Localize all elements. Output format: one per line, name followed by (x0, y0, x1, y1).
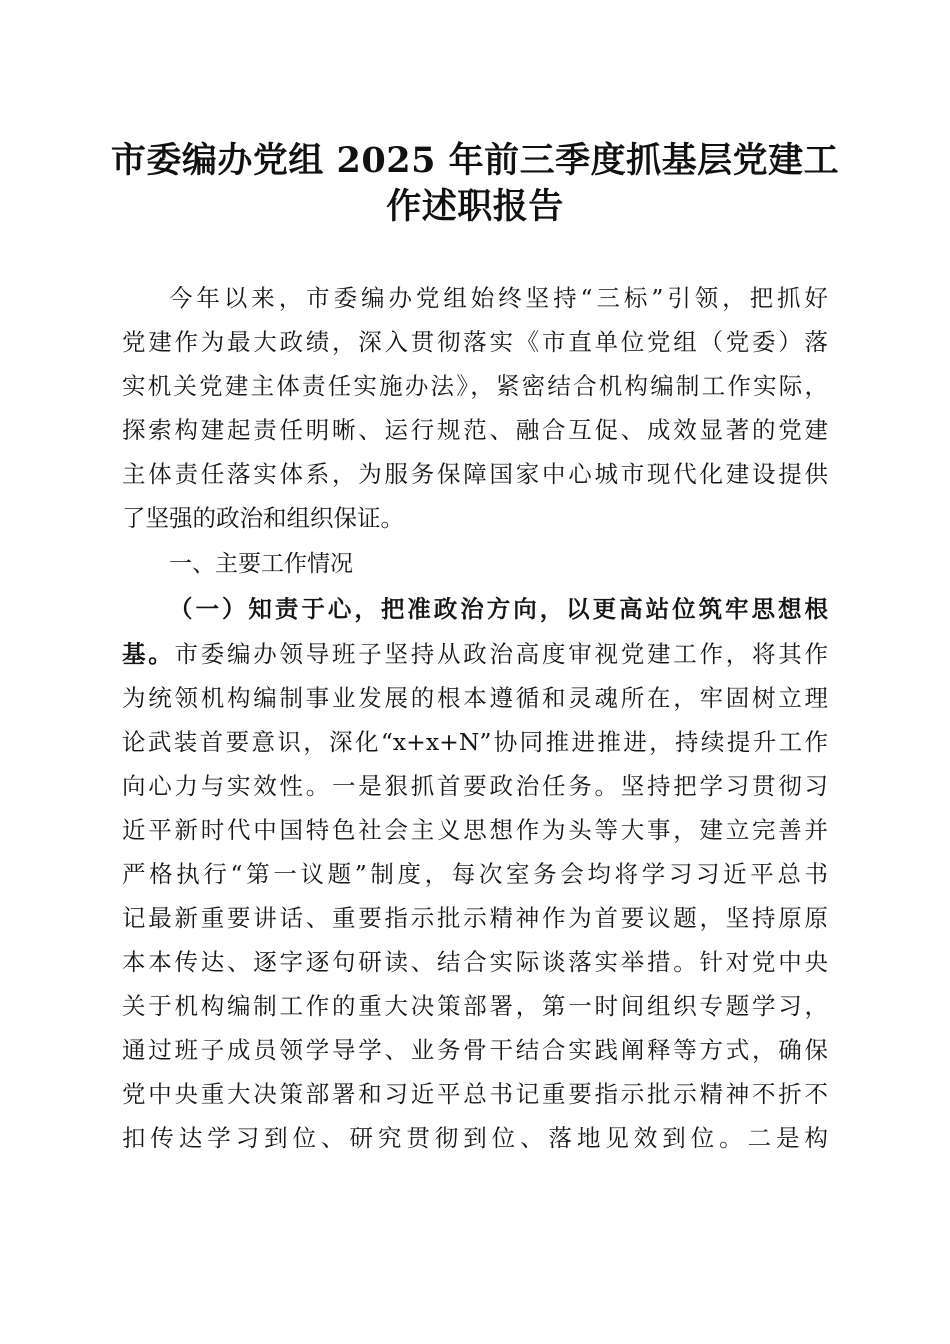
intro-paragraph-line: 了坚强的政治和组织保证。 (122, 504, 404, 532)
body-paragraph-line: 扣传达学习到位、研究贯彻到位、落地见效到位。二是构 (122, 1124, 828, 1152)
intro-paragraph-line: 实机关党建主体责任实施办法》，紧密结合机构编制工作实际， (122, 372, 828, 400)
intro-paragraph-line: 今年以来，市委编办党组始终坚持“三标”引领，把抓好 (169, 284, 828, 312)
body-paragraph-line: 通过班子成员领学导学、业务骨干结合实践阐释等方式，确保 (122, 1036, 828, 1064)
intro-paragraph-line: 探索构建起责任明晰、运行规范、融合互促、成效显著的党建 (122, 416, 828, 444)
body-paragraph-line: 严格执行“第一议题”制度，每次室务会均将学习习近平总书 (122, 860, 828, 888)
subsection-heading-tail: 基。 (122, 640, 175, 668)
section-heading-main-work: 一、主要工作情况 (169, 551, 353, 577)
intro-paragraph-line: 党建作为最大政绩，深入贯彻落实《市直单位党组（党委）落 (122, 328, 828, 356)
subsection-heading-line: （一）知责于心，把准政治方向，以更高站位筑牢思想根 (169, 595, 828, 623)
body-text-span: 市委编办领导班子坚持从政治高度审视党建工作，将其作 (174, 640, 828, 668)
report-title-line-2: 作述职报告 (386, 186, 564, 227)
body-paragraph-line: 近平新时代中国特色社会主义思想作为头等大事，建立完善并 (122, 816, 828, 844)
body-paragraph-line: 记最新重要讲话、重要指示批示精神作为首要议题，坚持原原 (122, 904, 828, 932)
subsection-first-line (122, 632, 828, 676)
body-paragraph-line: 关于机构编制工作的重大决策部署，第一时间组织专题学习， (122, 992, 828, 1020)
intro-paragraph-line: 主体责任落实体系，为服务保障国家中心城市现代化建设提供 (122, 460, 828, 488)
body-paragraph-line: 为统领机构编制事业发展的根本遵循和灵魂所在，牢固树立理 (122, 684, 828, 712)
report-title-line-1: 市委编办党组 2025 年前三季度抓基层党建工 (110, 140, 840, 181)
body-paragraph-line: 党中央重大决策部署和习近平总书记重要指示批示精神不折不 (122, 1080, 828, 1108)
body-paragraph-line: 向心力与实效性。一是狠抓首要政治任务。坚持把学习贯彻习 (122, 772, 828, 800)
body-paragraph-line: 本本传达、逐字逐句研读、结合实际谈落实举措。针对党中央 (122, 948, 828, 976)
body-paragraph-line: 论武装首要意识，深化“x+x+N”协同推进推进，持续提升工作 (122, 728, 828, 756)
